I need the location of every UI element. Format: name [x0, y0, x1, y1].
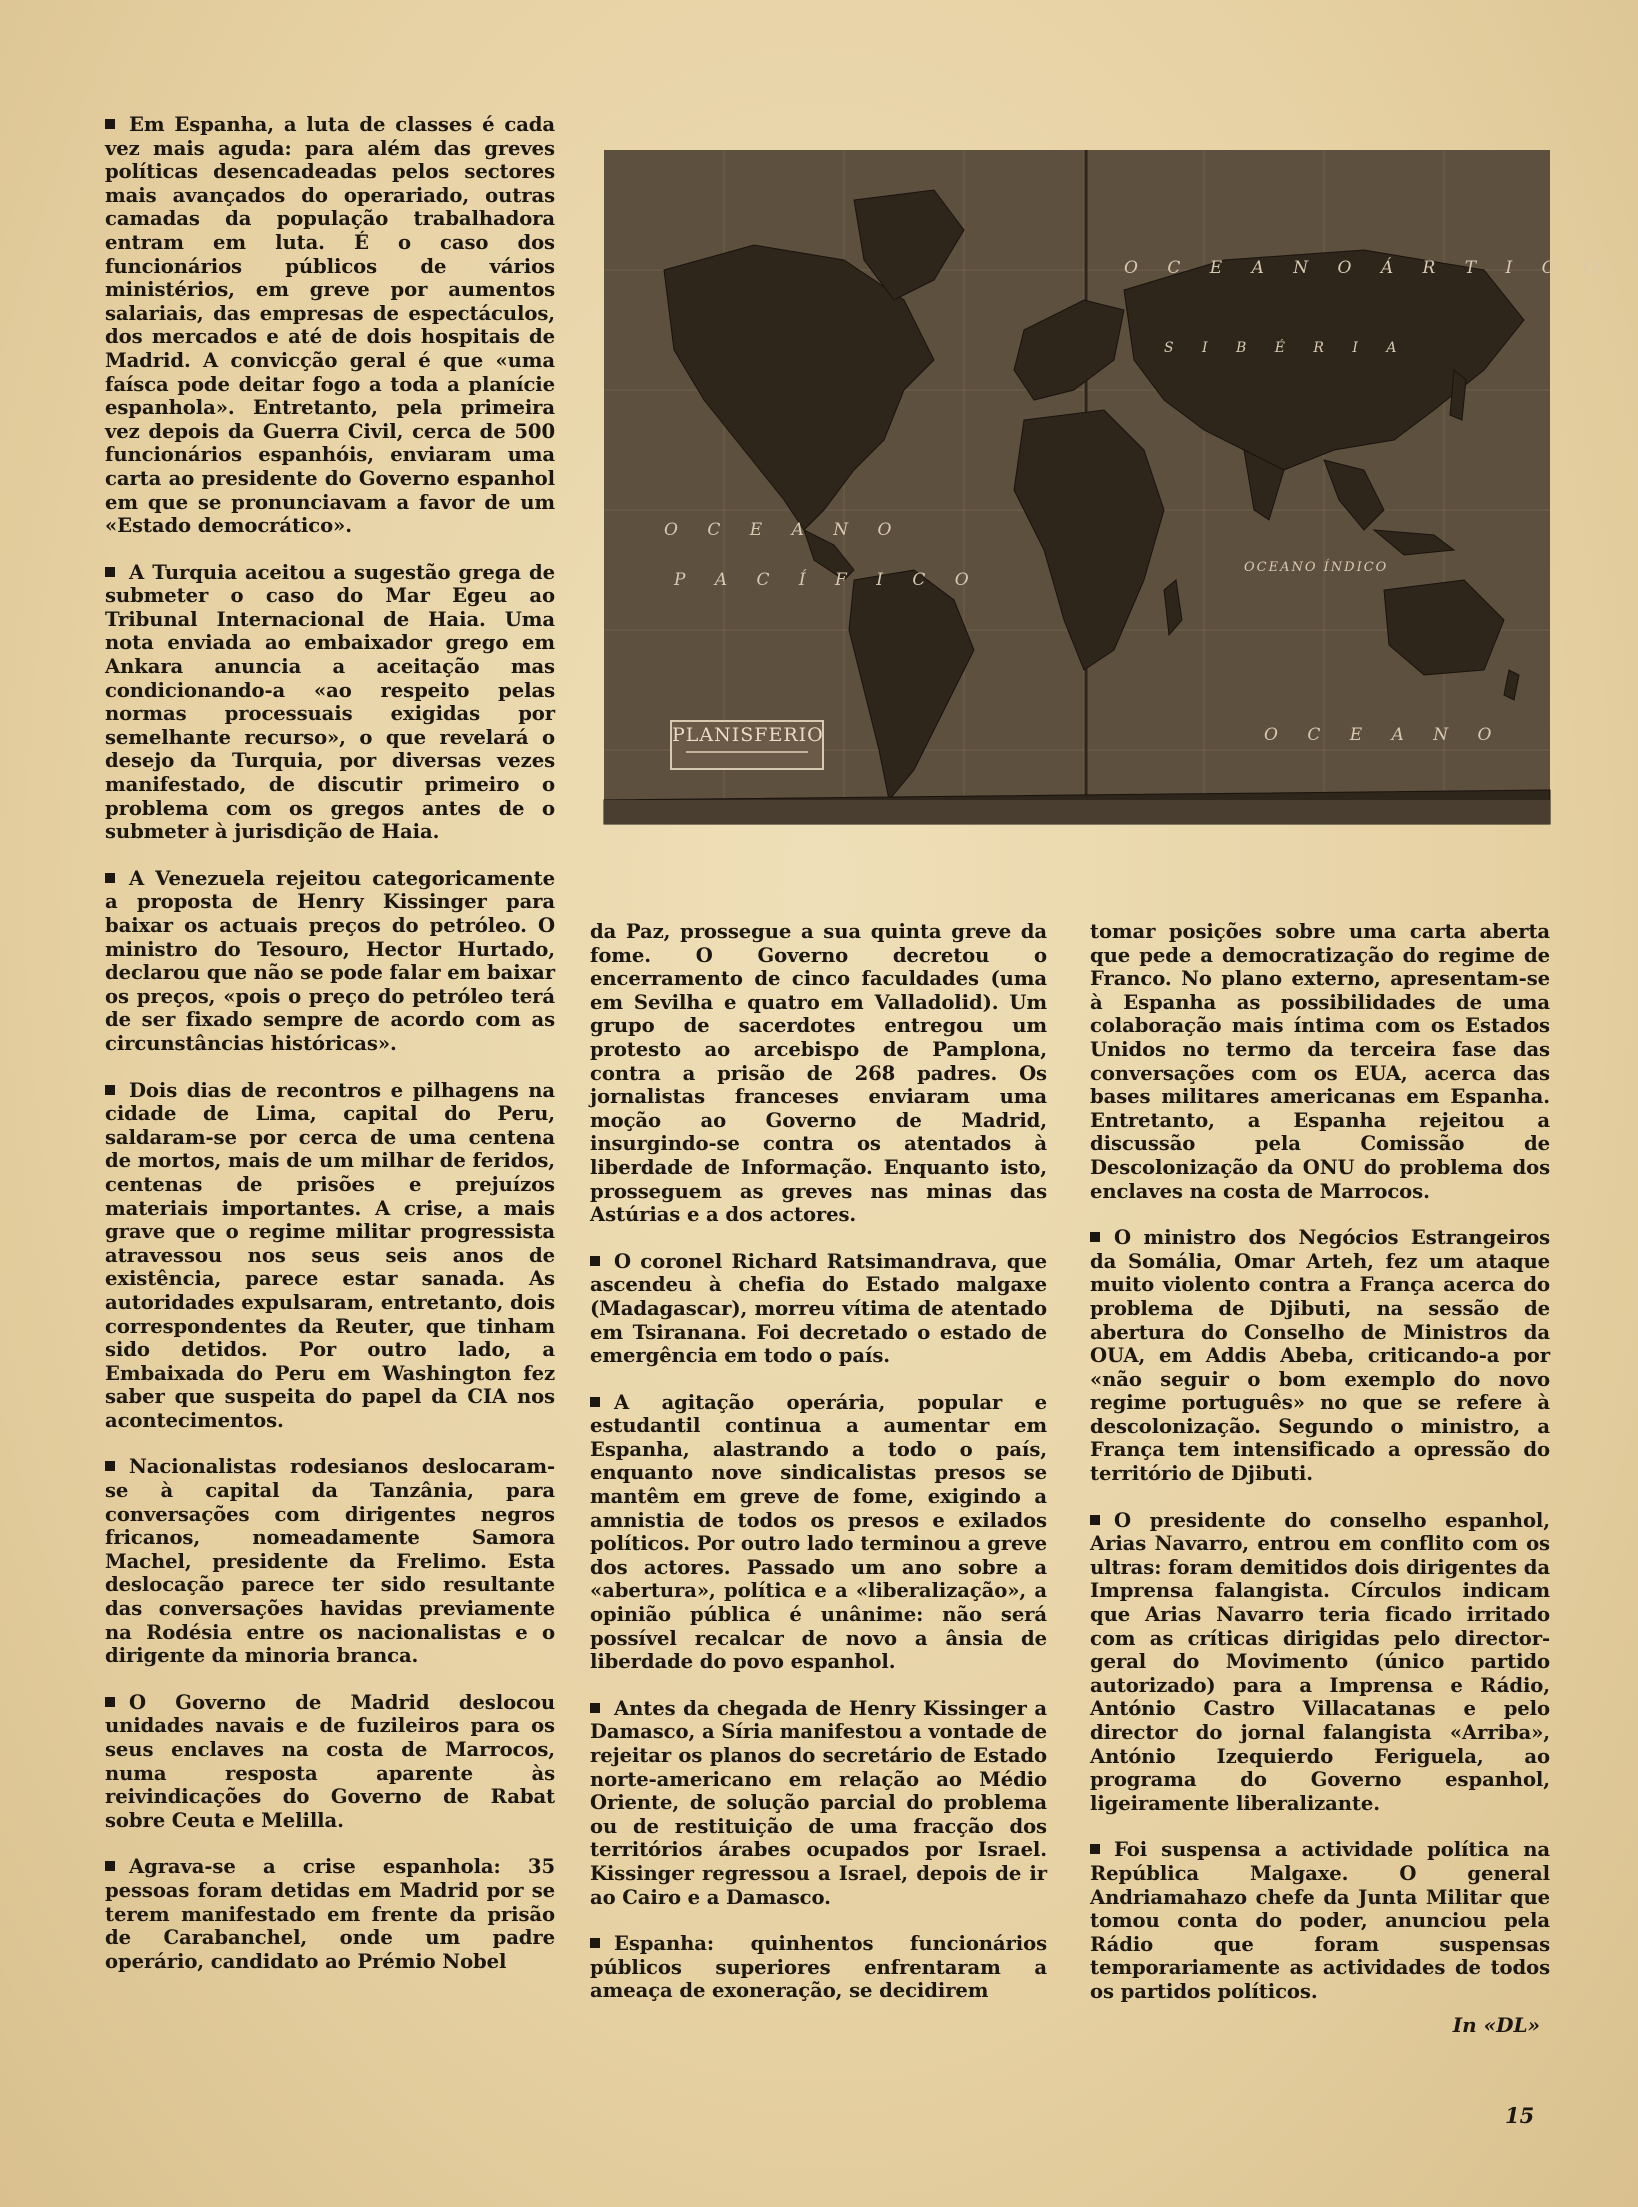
news-item: [1090, 1509, 1550, 1816]
news-item-text: da Paz, prossegue a sua quinta greve da fome. O Governo decretou o encerramento de cinco faculdades (uma em Sevilha e quatro em Valladolid). Um grupo de sacerdotes entregou um protesto ao arcebispo de Pamplona, contra a prisão de 268 padres. Os jornalistas franceses enviaram uma moção ao Governo de Madrid, insurgindo-se contra os atentados à liberdade de Informação. Enquanto isto, prosseguem as greves nas minas das Astúrias e a dos actores.: [590, 920, 1047, 1227]
world-map-image: [604, 150, 1610, 824]
news-item: [105, 1455, 555, 1667]
bullet-icon: [105, 567, 115, 577]
map-cartouche-title: PLANISFERIO: [672, 724, 824, 746]
news-item-text: Foi suspensa a actividade política na República Malgaxe. O general Andriamahazo chefe da Junta Militar que tomou conta do poder, anunciou pela Rádio que foram suspensas temporariamente as actividades de todos os partidos políticos.: [1090, 1838, 1550, 2003]
news-item-continuation: [590, 920, 1047, 1227]
map-cartouche: [670, 720, 824, 770]
bullet-icon: [105, 873, 115, 883]
map-label-siberia: S I B É R I A: [1164, 340, 1409, 356]
news-item-text: O Governo de Madrid deslocou unidades navais e de fuzileiros para os seus enclaves na costa de Marrocos, numa resposta aparente às reivindicações do Governo de Rabat sobre Ceuta e Melilla.: [105, 1690, 555, 1832]
left-column: [105, 113, 555, 1996]
news-item: [590, 1932, 1047, 2003]
bullet-icon: [105, 1697, 115, 1707]
news-item: [590, 1697, 1047, 1909]
news-item-text: Dois dias de recontros e pilhagens na cidade de Lima, capital do Peru, saldaram-se por cerca de uma centena de mortos, mais de um milhar de feridos, centenas de prisões e prejuízos materiais importantes. A crise, a mais grave que o regime militar progressista atravessou nos seus seis anos de existência, parece estar sanada. As autoridades expulsaram, entretanto, dois correspondentes da Reuter, que tinham sido detidos. Por outro lado, a Embaixada do Peru em Washington fez saber que suspeita do papel da CIA nos acontecimentos.: [105, 1078, 555, 1432]
news-item: [1090, 1838, 1550, 2003]
bullet-icon: [590, 1938, 600, 1948]
news-item-text: tomar posições sobre uma carta aberta que pede a democratização do regime de Franco. No plano externo, apresentam-se à Espanha as possibilidades de uma colaboração mais íntima com os Estados Unidos no termo da terceira fase das conversações com os EUA, acerca das bases militares americanas em Espanha. Entretanto, a Espanha rejeitou a discussão pela Comissão de Descolonização da ONU do problema dos enclaves na costa de Marrocos.: [1090, 920, 1550, 1203]
news-item-text: A Venezuela rejeitou categoricamente a proposta de Henry Kissinger para baixar os actuais preços do petróleo. O ministro do Tesouro, Hector Hurtado, declarou que não se pode falar em baixar os preços, «pois o preço do petróleo terá de ser fixado sempre de acordo com as circunstâncias históricas».: [105, 866, 555, 1055]
news-item-text: O ministro dos Negócios Estrangeiros da Somália, Omar Arteh, fez um ataque muito violento contra a França acerca do problema de Djibuti, na sessão de abertura do Conselho de Ministros da OUA, em Addis Abeba, criticando-a por «não seguir o bom exemplo do novo regime português» no que se refere à descolonização. Segundo o ministro, a França tem intensificado a opressão do território de Djibuti.: [1090, 1226, 1550, 1486]
map-label-southern-ocean: O C E A N O: [1264, 725, 1504, 745]
news-item-text: O coronel Richard Ratsimandrava, que ascendeu à chefia do Estado malgaxe (Madagascar), morreu vítima de atentado em Tsiranana. Foi decretado o estado de emergência em todo o país.: [590, 1249, 1047, 1368]
middle-column: [590, 920, 1047, 2026]
news-item: [590, 1391, 1047, 1674]
right-column: [1090, 920, 1550, 2037]
map-label-arctic-ocean: O C E A N O Á R T I C O: [1124, 258, 1610, 278]
news-item-text: A Turquia aceitou a sugestão grega de submeter o caso do Mar Egeu ao Tribunal Internacional de Haia. Uma nota enviada ao embaixador grego em Ankara anuncia a aceitação mas condicionando-a «ao respeito pelas normas processuais exigidas por semelhante recurso», o que revelará o desejo da Turquia, por diversas vezes manifestado, de discutir primeiro o problema com os gregos antes de o submeter à jurisdição de Haia.: [105, 560, 555, 844]
news-item: [105, 1691, 555, 1833]
news-item-text: Em Espanha, a luta de classes é cada vez mais aguda: para além das greves políticas desencadeadas pelos sectores mais avançados do operariado, outras camadas da população trabalhadora entram em luta. É o caso dos funcionários públicos de vários ministérios, em greve por aumentos salariais, das empresas de espectáculos, dos mercados e até de dois hospitais de Madrid. A convicção geral é que «uma faísca pode deitar fogo a toda a planície espanhola». Entretanto, pela primeira vez depois da Guerra Civil, cerca de 500 funcionários espanhóis, enviaram uma carta ao presidente do Governo espanhol em que se pronunciavam a favor de um «Estado democrático».: [105, 113, 555, 538]
news-item-text: Nacionalistas rodesianos deslocaram-se à capital da Tanzânia, para conversações com dirigentes negros fricanos, nomeadamente Samora Machel, presidente da Frelimo. Esta deslocação parece ter sido resultante das conversações havidas previamente na Rodésia entre os nacionalistas e o dirigente da minoria branca.: [105, 1455, 555, 1668]
news-item: [105, 113, 555, 538]
news-item-continuation: [1090, 920, 1550, 1203]
news-item: [1090, 1226, 1550, 1486]
page-number: 15: [1505, 2103, 1535, 2128]
bullet-icon: [1090, 1844, 1100, 1854]
news-item: [105, 867, 555, 1056]
bullet-icon: [105, 1461, 115, 1471]
bullet-icon: [105, 1085, 115, 1095]
bullet-icon: [590, 1397, 600, 1407]
news-item: [105, 561, 555, 844]
news-item-text: A agitação operária, popular e estudantil continua a aumentar em Espanha, alastrando a todo o país, enquanto nove sindicalistas presos se mantêm em greve de fome, exigindo a amnistia de todos os presos e exilados políticos. Por outro lado terminou a greve dos actores. Passado um ano sobre a «abertura», política e a «liberalização», a opinião pública é unânime: não será possível recalcar de novo a ânsia de liberdade do povo espanhol.: [590, 1390, 1047, 1674]
bullet-icon: [105, 1861, 115, 1871]
bullet-icon: [590, 1703, 600, 1713]
map-cartouche-rule: [686, 751, 808, 753]
news-item-text: O presidente do conselho espanhol, Arias Navarro, entrou em conflito com os ultras: foram demitidos dois dirigentes da Imprensa falangista. Círculos indicam que Arias Navarro teria ficado irritado com as críticas dirigidas pelo director-geral do Movimento (único partido autorizado) para a Imprensa e Rádio, António Castro Villacatanas e pelo director do jornal falangista «Arriba», António Izequierdo Feriguela, ao programa do Governo espanhol, ligeiramente liberalizante.: [1090, 1508, 1550, 1815]
map-label-atlantic-ocean: O C E A N O: [664, 520, 904, 540]
news-item-text: Agrava-se a crise espanhola: 35 pessoas foram detidas em Madrid por se terem manifestado em frente da prisão de Carabanchel, onde um padre operário, candidato ao Prémio Nobel: [105, 1855, 555, 1973]
news-item: [105, 1079, 555, 1433]
news-item-text: Antes da chegada de Henry Kissinger a Damasco, a Síria manifestou a vontade de rejeitar os planos do secretário de Estado norte-americano em relação ao Médio Oriente, de solução parcial do problema ou de restituição de uma fracção dos territórios árabes ocupados por Israel. Kissinger regressou a Israel, depois de ir ao Cairo e a Damasco.: [590, 1696, 1047, 1909]
news-item-text: Espanha: quinhentos funcionários públicos superiores enfrentaram a ameaça de exoneração, se decidirem: [590, 1932, 1047, 2003]
map-label-pacific: P A C Í F I C O: [674, 570, 981, 590]
source-credit: In «DL»: [1452, 2012, 1540, 2037]
bullet-icon: [1090, 1232, 1100, 1242]
bullet-icon: [105, 119, 115, 129]
news-item: [105, 1855, 555, 1973]
news-item: [590, 1250, 1047, 1368]
bullet-icon: [590, 1256, 600, 1266]
bullet-icon: [1090, 1515, 1100, 1525]
map-label-indian-ocean: OCEANO ÍNDICO: [1244, 560, 1389, 575]
